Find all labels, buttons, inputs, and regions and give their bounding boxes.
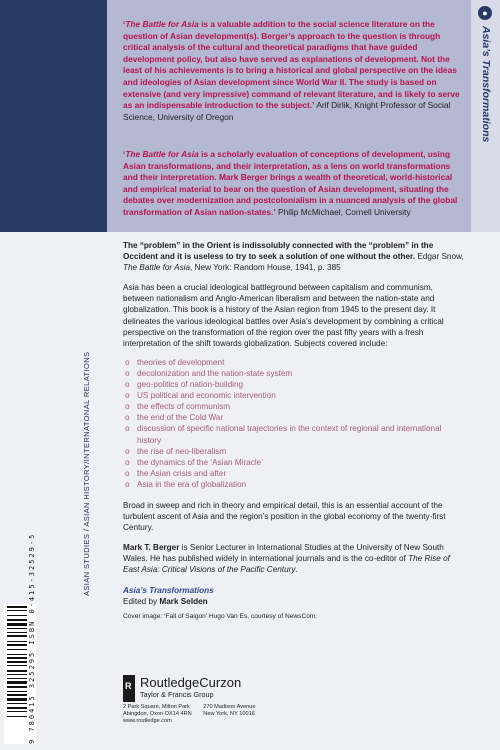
bullet-icon: o (125, 380, 130, 390)
subject-item (123, 368, 466, 379)
subject-label: discussion of specific national trajectories in the context of regional and international history (137, 424, 442, 445)
subject-label: the effects of communism (137, 402, 231, 412)
publisher-addresses (123, 704, 343, 726)
subject-label: theories of development (137, 357, 225, 367)
subject-item (123, 457, 466, 468)
quote-book-title: The Battle for Asia (125, 149, 199, 159)
spine-subject-label: ASIAN STUDIES / ASIAN HISTORY/INTERNATONAL RELATIONS (82, 351, 91, 596)
barcode-bar (7, 644, 27, 646)
subject-label: the end of the Cold War (137, 413, 224, 423)
barcode-bar (7, 661, 27, 663)
series-logo-icon: ● (478, 6, 492, 20)
isbn-number: 9 780415 325295 ISBN 0-415-32529-5 (28, 532, 36, 744)
uk-address: 2 Park Square, Milton Park Abingdon, Oxon OX14 4RN www.routledge.com (123, 704, 192, 725)
barcode-bar (7, 649, 27, 650)
quote-body: is a valuable addition to the social science literature on the question of Asian development(s). Berger’s approach to the question is through critical analysis of the cultural and theoretical paradigms that have guided development policy, but also have served as explanations of development. Not the least of his achievements is to bring a historical and global perspective on the ideas and ideologies of Asian development since World War II. The study is based on extensive (and very impressive) command of relevant literature, and is likely to serve as an indispensable introduction to the subject.’ (123, 19, 460, 111)
series-name: Asia’s Transformations (123, 585, 214, 595)
series-editor-line (123, 596, 466, 607)
subject-item (123, 412, 466, 423)
author-name: Mark T. Berger (123, 543, 180, 553)
barcode-bar (7, 678, 27, 679)
bullet-icon: o (125, 479, 130, 489)
barcode-bar (7, 628, 27, 629)
quote-attribution: Arif Dirlik, Knight Professor of Social Science, University of Oregon (123, 100, 451, 122)
barcode-bar (7, 619, 27, 621)
quote-attribution: Philip McMichael, Cornell University (275, 206, 411, 217)
barcode-bar (7, 657, 27, 659)
closing-paragraph: Broad in sweep and rich in theory and empirical detail, this is an essential account of the turbulent ascent of Asia and the region’s position in the global economy of the twenty-first Century. (123, 500, 446, 533)
subject-item (123, 390, 466, 401)
bio-text-end: . (295, 565, 298, 575)
barcode-bar (7, 707, 27, 709)
barcode-bar (7, 641, 27, 642)
epigraph (123, 240, 466, 273)
epigraph-author: Edgar Snow, (415, 252, 464, 262)
subject-label: US political and economic intervention (137, 391, 276, 401)
bullet-icon: o (125, 424, 130, 434)
publisher-group: Taylor & Francis Group (140, 690, 214, 699)
spine-top-band (0, 0, 107, 232)
bullet-icon: o (125, 457, 130, 467)
quote-body: is a scholarly evaluation of conceptions of development, using Asian transformations, and their interpretation, as a lens on world transformations and their interpretation. Mark Berger brings a wealth of theoretical, world-historical and empirical material to bear on the question of Asian development, situating the debates over modernization and postcolonialism in a nuanced analysis of the global transformation of Asian nation-states.’ (123, 149, 458, 217)
subject-item (123, 479, 466, 490)
subject-label: the dynamics of the ‘Asian Miracle’ (137, 457, 264, 467)
coedited-book-title: The Rise of East Asia: Critical Visions of the Pacific Century (123, 554, 450, 575)
subject-item (123, 468, 466, 479)
subject-label: the Asian crisis and after (137, 468, 227, 478)
bullet-icon: o (125, 357, 130, 367)
bullet-icon: o (125, 446, 130, 456)
barcode-bar (7, 698, 27, 701)
subject-label: geo-politics of nation-building (137, 380, 244, 390)
barcode-bar (7, 665, 27, 666)
barcode-bar (7, 610, 27, 611)
series-editor: Mark Selden (159, 596, 208, 606)
barcode-bar (7, 615, 27, 616)
barcode-bar (7, 691, 27, 692)
praise-quote: ‘The Battle for Asia is a scholarly evaluation of conceptions of development, using Asian transformations, and their interpretation, as a lens on world transformations and their interpretation. Mark Berger brings a wealth of theoretical, world-historical and empirical material to bear on the question of Asian development, situating the debates over modernization and postcolonialism in a nuanced analysis of the global transformation of Asian nation-states.’ Philip McMichael, Cornell University (123, 149, 458, 217)
subject-item (123, 423, 466, 445)
barcode-bar (7, 703, 27, 704)
barcode-bar (7, 623, 27, 626)
us-address: 270 Madison Avenue New York, NY 10016 (203, 704, 256, 718)
bullet-icon: o (125, 391, 130, 401)
routledge-logo-icon (123, 675, 135, 702)
subject-item (123, 401, 466, 412)
cover-image-credit: Cover image: ‘Fall of Saigon’ Hugo Van Es, courtesy of NewsCom. (123, 612, 318, 620)
publisher-name: RoutledgeCurzon (140, 675, 242, 690)
epigraph-title: The Battle for Asia (123, 263, 191, 273)
epigraph-source: , New York: Random House, 1941, p. 385 (190, 263, 341, 273)
epigraph-quote: The “problem” in the Orient is indissolubly connected with the “problem” in the Occident and it is useless to try to seek a solution of one without the other. (123, 241, 434, 262)
series-info (123, 585, 466, 607)
praise-quote: ‘The Battle for Asia is a valuable addition to the social science literature on the question of Asian development(s). Berger’s approach to the question is through critical analysis of the cultural and theoretical paradigms that have guided development policy, but also have served as explanations of development. Not the least of his achievements is to bring a historical and global perspective on the ideas and ideologies of Asian development since World War II. The study is based on extensive (and very impressive) command of relevant literature, and is likely to serve as an indispensable introduction to the subject.’ Arif Dirlik, Knight Professor of Social Science, University of Oregon (123, 19, 460, 122)
barcode-bar (7, 632, 27, 633)
barcode-bar (7, 716, 27, 717)
subject-item (123, 446, 466, 457)
barcode-bar (7, 681, 27, 684)
barcode-bar (7, 654, 27, 655)
author-bio (123, 542, 466, 575)
barcode-bar (7, 606, 27, 608)
edited-by-label: Edited by (123, 596, 160, 606)
bullet-icon: o (125, 402, 130, 412)
bullet-icon: o (125, 368, 130, 378)
bio-text: is Senior Lecturer in International Studies at the University of New South Wales. He has published widely in international journals and is the co-editor of (123, 543, 444, 564)
subject-label: Asia in the era of globalization (137, 479, 247, 489)
barcode-bar (7, 635, 27, 637)
barcode-bar (7, 711, 27, 712)
subject-item (123, 357, 466, 368)
subject-label: decolonization and the nation-state system (137, 368, 293, 378)
barcode-bar (7, 694, 27, 696)
barcode-bar (7, 674, 27, 675)
isbn-barcode (7, 606, 27, 742)
subjects-list (123, 357, 466, 490)
description: Asia has been a crucial ideological battleground between capitalism and communism, between nationalism and Anglo-American liberalism and between the nation-state and globalization. This book is a history of the Asian region from 1945 to the present day. It delineates the various ideological battles over Asia’s development by combining a critical perspective on the transformation of the region over the past fifty years with a fresh interpretation of the shift towards globalization. Subjects covered include: (123, 283, 444, 348)
barcode-area (4, 532, 36, 744)
subject-item (123, 379, 466, 390)
blurb-content (123, 240, 466, 622)
bullet-icon: o (125, 468, 130, 478)
subject-label: the rise of neo-liberalism (137, 446, 227, 456)
quote-book-title: The Battle for Asia (125, 19, 199, 29)
series-spine-title: Asia’s Transformations (480, 26, 492, 143)
barcode-bar (7, 686, 27, 688)
barcode-bar (7, 670, 27, 672)
bullet-icon: o (125, 413, 130, 423)
logo-letter: R (125, 681, 132, 691)
